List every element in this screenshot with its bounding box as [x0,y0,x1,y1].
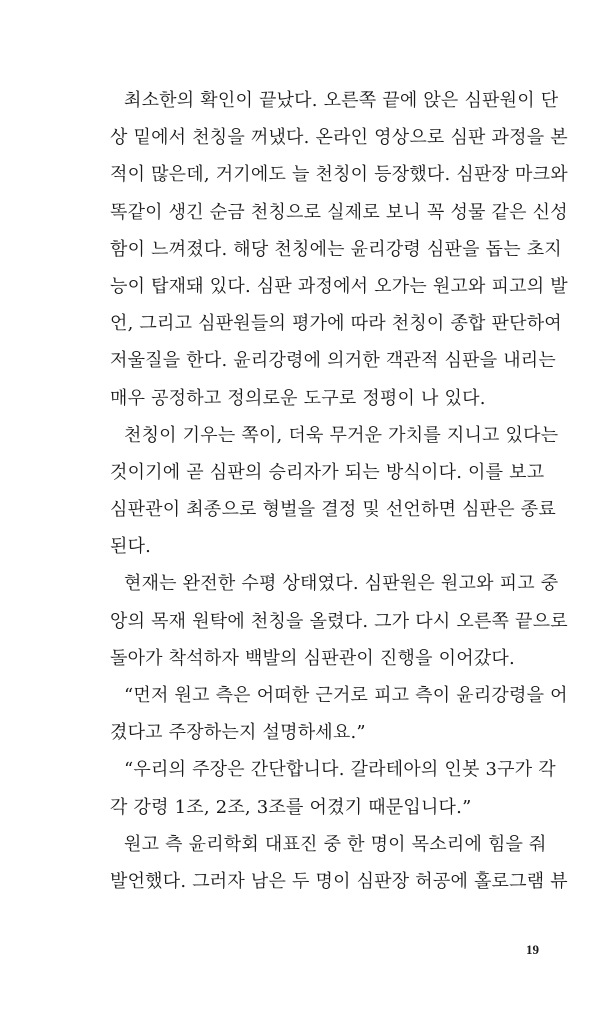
text-line: 상 밑에서 천칭을 꺼냈다. 온라인 영상으로 심판 과정을 본 [110,127,568,149]
paragraph [110,565,568,677]
text-line: 매우 공정하고 정의로운 도구로 정평이 나 있다. [110,387,486,409]
text-line: 최소한의 확인이 끝났다. 오른쪽 끝에 앉은 심판원이 단 [124,90,559,111]
text-line: 저울질을 한다. 윤리강령에 의거한 객관적 심판을 내리는 [110,350,556,372]
text-line: 발언했다. 그러자 남은 두 명이 심판장 허공에 홀로그램 뷰 [110,870,568,892]
page-number: 19 [526,942,539,957]
text-line: 앙의 목재 원탁에 천칭을 올렸다. 그가 다시 오른쪽 끝으로 [110,610,568,632]
paragraph [110,82,568,417]
text-line: 적이 많은데, 거기에도 늘 천칭이 등장했다. 심판장 마크와 [110,164,568,186]
text-line: 똑같이 생긴 순금 천칭으로 실제로 보니 꼭 성물 같은 신성 [110,201,568,223]
body-text [110,82,568,900]
text-line: 된다. [110,536,152,558]
text-line: 각 강령 1조, 2조, 3조를 어겼기 때문입니다.” [110,796,472,818]
text-line: 원고 측 윤리학회 대표진 중 한 명이 목소리에 힘을 줘 [124,833,547,855]
text-line: 심판관이 최종으로 형벌을 결정 및 선언하면 심판은 종료 [110,499,556,521]
text-line: 함이 느껴졌다. 해당 천칭에는 윤리강령 심판을 돕는 초지 [110,238,562,260]
paragraph [110,826,568,900]
text-line: 것이기에 곧 심판의 승리자가 되는 방식이다. 이를 보고 [110,461,545,483]
text-line: 겼다고 주장하는지 설명하세요.” [110,722,366,744]
paragraph [110,751,556,825]
text-line: 언, 그리고 심판원들의 평가에 따라 천칭이 종합 판단하여 [110,313,562,335]
text-line: 능이 탑재돼 있다. 심판 과정에서 오가는 원고와 피고의 발 [110,275,568,297]
paragraph [110,417,559,566]
text-line: 돌아가 착석하자 백발의 심판관이 진행을 이어갔다. [110,647,515,669]
text-line: 천칭이 기우는 쪽이, 더욱 무거운 가치를 지니고 있다는 [124,424,559,446]
text-line: 현재는 완전한 수평 상태였다. 심판원은 원고와 피고 중 [124,573,559,595]
text-line: “먼저 원고 측은 어떠한 근거로 피고 측이 윤리강령을 어 [124,685,568,706]
text-line: “우리의 주장은 간단합니다. 갈라테아의 인봇 3구가 각 [124,759,556,781]
paragraph [110,677,568,751]
